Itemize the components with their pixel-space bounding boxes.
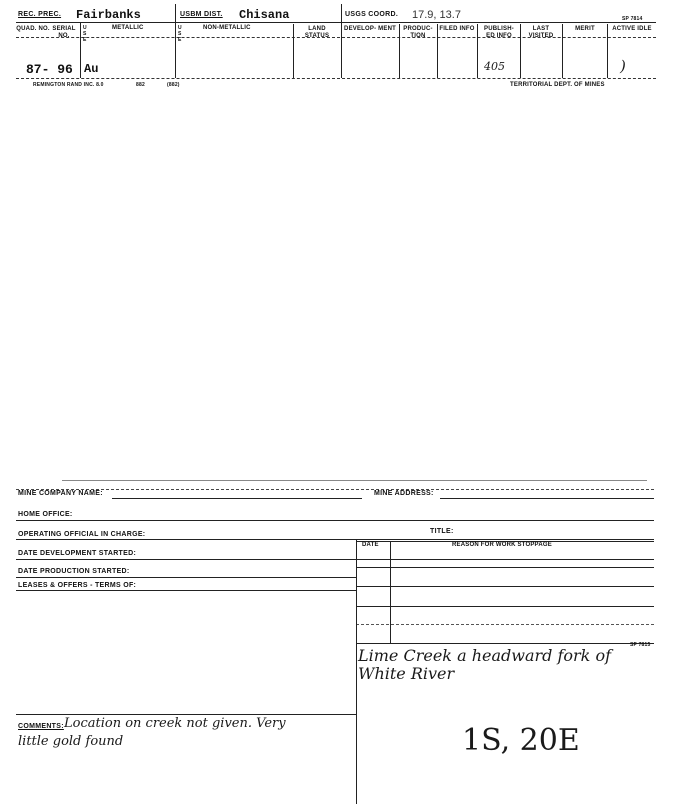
reason-col-label: REASON FOR WORK STOPPAGE (452, 542, 552, 548)
col-last-visited: LAST VISITED (528, 26, 554, 39)
col-divider (293, 24, 294, 78)
line-address (440, 498, 654, 499)
line-prod (16, 577, 356, 578)
mine-company-name-label: MINE COMPANY NAME: (18, 490, 103, 497)
col-use-metallic: U S E (83, 25, 87, 43)
lower-center-divider (356, 539, 357, 804)
mine-address-label: MINE ADDRESS: (374, 490, 434, 497)
col-metallic: METALLIC (112, 25, 144, 31)
col-divider (437, 24, 438, 78)
col-production: PRODUC- TION (403, 26, 433, 39)
comments-line-1: Location on creek not given. Very (64, 716, 286, 731)
col-development: DEVELOP- MENT (344, 26, 396, 32)
form-code-bottom: SP 7815 (630, 642, 651, 648)
col-non-metallic: NON-METALLIC (203, 25, 251, 31)
value-published-info: 405 (484, 60, 505, 73)
col-serial-no: SERIAL NO. (52, 26, 76, 39)
line-comments-top (16, 714, 356, 715)
col-divider (477, 24, 478, 78)
title-label: TITLE: (430, 528, 454, 535)
home-office-label: HOME OFFICE: (18, 511, 73, 518)
usbm-dist-value: Chisana (239, 8, 290, 22)
col-published-info: PUBLISH- ED INFO (484, 26, 514, 39)
line-dev (16, 559, 654, 560)
row-bottom-rule (16, 78, 656, 79)
stoppage-line-4 (356, 624, 654, 625)
usgs-coord-label: USGS COORD. (345, 11, 399, 18)
col-divider (562, 24, 563, 78)
stoppage-line-1 (356, 567, 654, 568)
stoppage-line-5 (356, 643, 654, 644)
usbm-dist-label: USBM DIST. (180, 11, 223, 18)
col-land-status: LAND STATUS (304, 26, 330, 39)
col-divider (341, 4, 342, 78)
date-production-label: DATE PRODUCTION STARTED: (18, 568, 130, 575)
col-divider (80, 22, 81, 78)
date-development-label: DATE DEVELOPMENT STARTED: (18, 550, 137, 557)
value-quad-serial: 87- 96 (26, 62, 73, 77)
township-range: 1S, 20E (462, 723, 580, 758)
line-official (16, 539, 654, 540)
stoppage-line-2 (356, 586, 654, 587)
note-line-1: Lime Creek a headward fork of (358, 646, 612, 665)
col-divider (399, 24, 400, 78)
rule-company (16, 489, 654, 490)
operating-official-label: OPERATING OFFICIAL IN CHARGE: (18, 531, 146, 538)
date-col-label: DATE (362, 542, 379, 548)
value-metallic: Au (84, 62, 99, 76)
col-divider (607, 24, 608, 78)
col-filed-info: FILED INFO (439, 26, 475, 32)
footer-dept: TERRITORIAL DEPT. OF MINES (510, 82, 605, 88)
col-use-nonmetallic: U S E (178, 25, 182, 43)
date-divider (390, 541, 391, 643)
form-code-top: SP 7814 (622, 16, 643, 22)
footer-code-1: 882 (136, 82, 145, 88)
comments-line-2: little gold found (18, 734, 124, 749)
line-home-office (16, 520, 654, 521)
line-company (112, 498, 362, 499)
col-divider (175, 4, 176, 78)
stoppage-line-3 (356, 606, 654, 607)
col-quad-no: QUAD. NO. (16, 26, 50, 32)
col-active-idle: ACTIVE IDLE (612, 26, 652, 32)
usgs-coord-value: 17.9, 13.7 (412, 9, 461, 21)
value-active-idle: ) (620, 57, 626, 75)
rec-prec-label: REC. PREC. (18, 11, 62, 18)
leases-label: LEASES & OFFERS - TERMS OF: (18, 582, 137, 589)
comments-label: COMMENTS: (18, 723, 64, 730)
line-leases (16, 590, 356, 591)
rec-prec-value: Fairbanks (76, 8, 141, 22)
footer-code-2: (882) (167, 82, 180, 88)
card-top-edge (62, 480, 647, 481)
note-line-2: White River (358, 664, 455, 683)
col-divider (520, 24, 521, 78)
col-merit: MERIT (575, 26, 595, 32)
footer-printer: REMINGTON RAND INC. 8.0 (33, 82, 104, 88)
header-rule (16, 22, 656, 23)
